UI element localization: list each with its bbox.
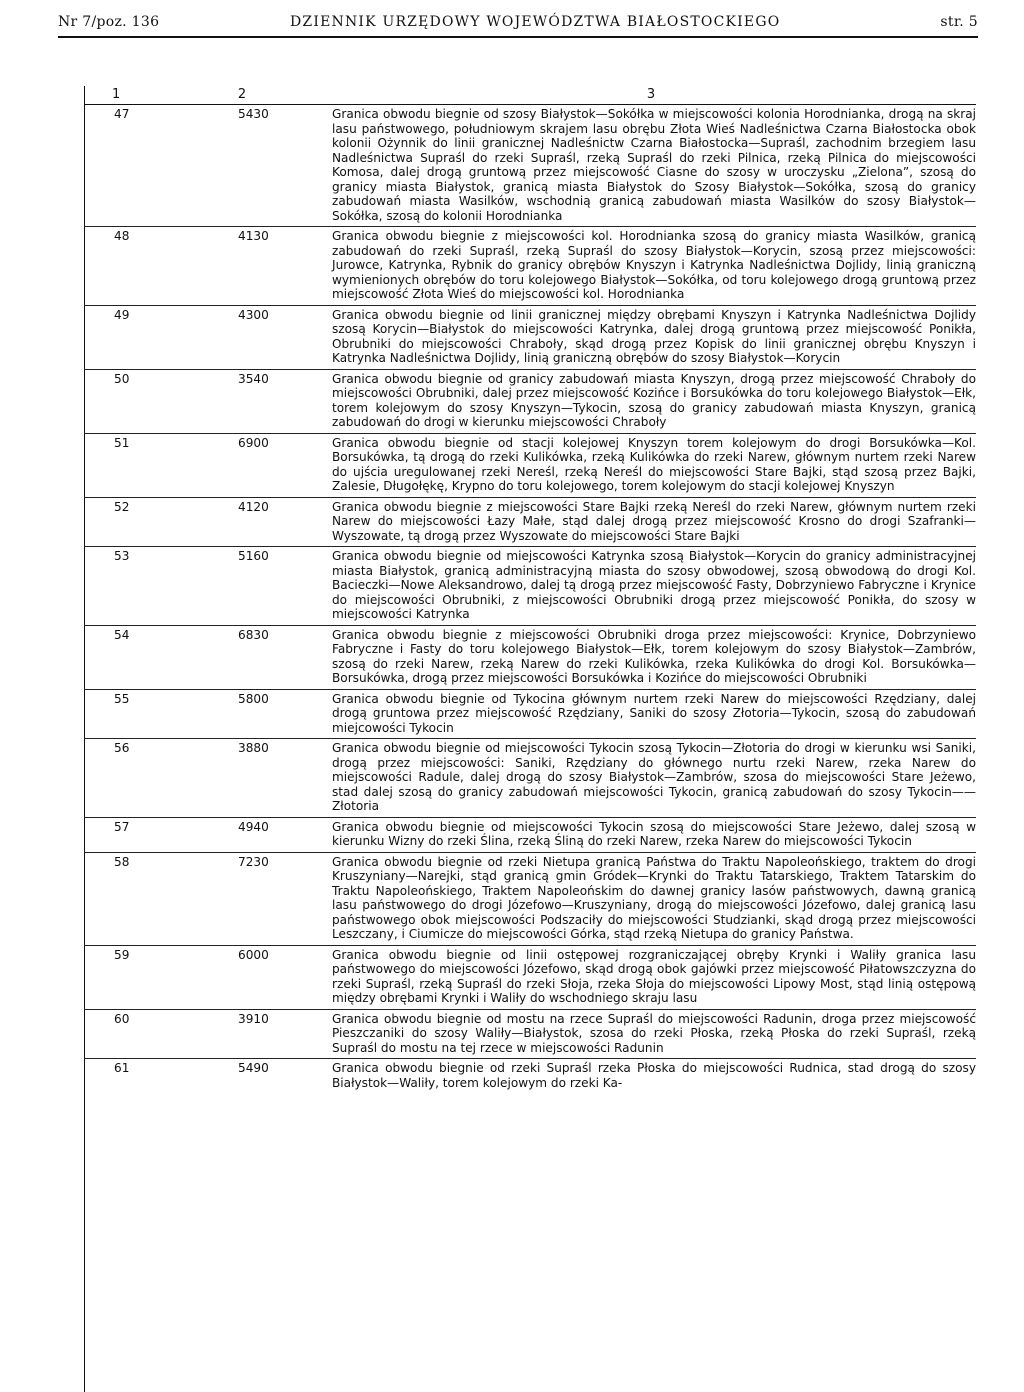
district-number: 59: [84, 945, 158, 1009]
boundary-description: Granica obwodu biegnie od miejscowości Tykocin szosą do miejscowości Stare Jeżewo, dalej szosą w kierunku Wizny do rzeki Ślina, rzeką Śliną do rzeki Narew, rzeka Narew do miejscowości Tykocin: [326, 817, 976, 852]
page-number: str. 5: [940, 14, 978, 30]
boundary-description: Granica obwodu biegnie od Tykocina głównym nurtem rzeki Narew do miejscowości Rzędziany, dalej drogą gruntowa przez miejscowość Rzędziany, Saniki do szosy Złotoria—Tykocin, szosą do zabudowań miejcowości Tykocin: [326, 689, 976, 739]
boundary-description: Granica obwodu biegnie od miejscowości Tykocin szosą Tykocin—Złotoria do drogi w kierunku wsi Saniki, drogą przez miejscowości: Saniki, Rzędziany do głównego nurtu rzeki Narew, rzeka Narew do miejscowości Radule, dalej drogą do szosy Białystok—Zambrów, szosa do miejscowości Stare Jeżewo, stad dalej szosą do granicy zabudowań miejscowości Tykocin, granicą zabudowań do szosy Tykocin——Złotoria: [326, 739, 976, 818]
district-area: 6000: [158, 945, 326, 1009]
district-area: 5490: [238, 1061, 269, 1075]
district-number: 53: [84, 547, 158, 626]
table-row: [84, 689, 976, 739]
table-row: [84, 369, 976, 433]
boundary-description: Granica obwodu biegnie z miejscowości Obrubniki droga przez miejscowości: Krynice, Dobrzyniewo Fabryczne i Fasty do toru kolejowego Białystok—Ełk, torem kolejowym do szosy Białystok—Zambrów, szosą do rzeki Narew, rzeką Narew do rzeki Kulikówka, rzeka Kulikówka do drogi Kol. Borsukówka—Borsukówka, drogą przez miejscowości Borsukówka i Kozińce do miejscowości Obrubniki: [326, 625, 976, 689]
table-row: [84, 547, 976, 626]
district-area: 3910: [158, 1009, 326, 1059]
boundary-description: Granica obwodu biegnie od mostu na rzece Supraśl do miejscowości Radunin, droga przez miejscowość Pieszczaniki do szosy Waliły—Białystok, szosa do rzeki Płoska, rzeką Płoska do rzeki Supraśl, rzeką Supraśl do mostu na tej rzece w miejscowości Radunin: [326, 1009, 976, 1059]
table-row: [84, 433, 976, 497]
district-number: 61: [114, 1061, 130, 1075]
district-number: 60: [84, 1009, 158, 1059]
table-body: [84, 105, 976, 1094]
boundary-description: Granica obwodu biegnie z miejscowości Stare Bajki rzeką Nereśl do rzeki Narew, głównym nurtem rzeki Narew do miejscowości Łazy Małe, stąd dalej drogą przez miejscowość Krosno do drogi Szafranki—Wyszowate, tą drogą przez Wyszowate do miejscowości Stare Bajki: [326, 497, 976, 547]
boundary-description: Granica obwodu biegnie z miejscowości kol. Horodnianka szosą do granicy miasta Wasilków, granicą zabudowań do rzeki Supraśl, rzeką Supraśl do szosy Białystok—Korycin, szosą przez miejscowości: Jurowce, Katrynka, Rybnik do granicy obrębów Knyszyn i Katrynka Nadleśnictwa Dojlidy, linią graniczną wymienionych obrębów do toru kolejowego Białystok—Sokółka, od toru kolejowego drogą gruntową przez miejscowość Złota Wieś do miejscowości kol. Horodnianka: [326, 227, 976, 306]
column-header-2: 2: [158, 86, 326, 105]
district-number: 50: [84, 369, 158, 433]
table-row: [84, 105, 976, 227]
district-number: 54: [84, 625, 158, 689]
header-rule: [58, 36, 978, 38]
boundary-description: Granica obwodu biegnie od stacji kolejowej Knyszyn torem kolejowym do drogi Borsukówka—Kol. Borsukówka, tą drogą do rzeki Kulikówka, rzeką Kulikówka do rzeki Narew, głównym nurtem rzeki Narew do ujścia uregulowanej rzeki Nereśl, rzeką Nereśl do miejscowości Stare Bajki, stąd szosą przez Bajki, Zalesie, Długołękę, Krypno do toru kolejowego, torem kolejowym do stacji kolejowej Knyszyn: [326, 433, 976, 497]
boundary-description: Granica obwodu biegnie od szosy Białystok—Sokółka w miejscowości kolonia Horodnianka, drogą na skraj lasu państwowego, południowym skrajem lasu obrębu Złota Wieś Nadleśnictwa Czarna Białostocka obok kolonii Ożynnik do linii granicznej Nadleśnictw Czarna Białostocka—Supraśl, zachodnim brzegiem lasu Nadleśnictwa Supraśl do rzeki Supraśl, rzeką Supraśl do rzeki Pilnica, rzeką Pilnica do miejscowości Komosa, dalej drogą gruntową przez miejscowość Ciasne do szosy w uroczysku „Zielona”, szosą do granicy miasta Białystok, granicą miasta Białystok do Szosy Białystok—Sokółka, szosą do granicy zabudowań miasta Wasilków, wschodnią granicą zabudowań miasta Wasilków do szosy Białystok—Sokółka, szosą do kolonii Horodnianka: [326, 105, 976, 227]
district-area: 6900: [158, 433, 326, 497]
district-number: 51: [84, 433, 158, 497]
district-number: 56: [84, 739, 158, 818]
district-area: 7230: [158, 852, 326, 945]
district-area: 4940: [158, 817, 326, 852]
boundary-description: Granica obwodu biegnie od granicy zabudowań miasta Knyszyn, drogą przez miejscowość Chraboły do miejscowości Obrubniki, dalej przez miejscowość Kozińce i Borsukówka do toru kolejowego Białystok—Ełk, torem kolejowym do szosy Knyszyn—Tykocin, szosą do granicy zabudowań miasta Knyszyn, granicą zabudowań do drogi w kierunku miejscowości Chraboły: [326, 369, 976, 433]
table-row: [84, 739, 976, 818]
district-area: 3880: [158, 739, 326, 818]
district-number: 52: [84, 497, 158, 547]
district-area: 6830: [158, 625, 326, 689]
district-number: 58: [84, 852, 158, 945]
table-row: [84, 305, 976, 369]
issue-number: Nr 7/poz. 136: [58, 14, 160, 30]
hunting-districts-table: [84, 86, 976, 1093]
district-area: 3540: [158, 369, 326, 433]
district-area: 4300: [158, 305, 326, 369]
district-area: 5160: [158, 547, 326, 626]
boundary-description: Granica obwodu biegnie od rzeki Nietupa granicą Państwa do Traktu Napoleońskiego, traktem do drogi Kruszyniany—Narejki, stąd granicą gmin Gródek—Krynki do Traktu Tatarskiego, Traktem Tatarskim do Traktu Napoleońskiego, Traktem Napoleońskim do dawnej granicy lasów państwowych, dawną granicą lasu państwowego do drogi Józefowo—Kruszyniany, drogą do miejscowości Józefowo, dalej granicą lasu państwowego obok miejscowości Podszaciły do miejscowości Studzianki, skąd drogą przez miejscowości Leszczany, i Ciumicze do miejscowości Górka, stąd rzeką Nietupa do granicy Państwa.: [326, 852, 976, 945]
boundary-description: Granica obwodu biegnie od linii granicznej między obrębami Knyszyn i Katrynka Nadleśnictwa Dojlidy szosą Korycin—Białystok do miejscowości Katrynka, dalej drogą gruntową przez miejscowość Ponikła, Obrubniki do miejscowości Chraboły, skąd drogą przez Kopisk do linii granicznej obrębu Knyszyn i Katrynka Nadleśnictwa Dojlidy, linią graniczną obrębów do szosy Białystok—Korycin: [326, 305, 976, 369]
table-header-row: [84, 86, 976, 105]
boundary-description: Granica obwodu biegnie od miejscowości Katrynka szosą Białystok—Korycin do granicy administracyjnej miasta Białystok, granicą administracyjną miasta do szosy obwodowej, szosą obwodową do drogi Kol. Bacieczki—Nowe Aleksandrowo, dalej tą drogą przez miejscowość Fasty, Dobrzyniewo Fabryczne i Krynice do miejscowości Obrubniki, z miejscowości Obrubniki drogą przez miejscowość Ponikła, do szosy w miejscowości Katrynka: [326, 547, 976, 626]
column-header-1: 1: [84, 86, 158, 105]
district-area: 5430: [158, 105, 326, 227]
boundary-description: Granica obwodu biegnie od linii ostępowej rozgraniczającej obręby Krynki i Waliły granica lasu państwowego do miejscowości Józefowo, skąd drogą obok gajówki przez miejscowość Piłatowszczyzna do rzeki Supraśl, rzeką Supraśl do rzeki Słoja, rzeka Słoja do miejscowości Lipowy Most, stąd linią ostępową między obrębami Krynki i Waliły do wschodniego skraju lasu: [326, 945, 976, 1009]
district-number: 47: [84, 105, 158, 227]
boundary-description: Granica obwodu biegnie od rzeki Supraśl rzeka Płoska do miejscowości Rudnica, stad drogą do szosy Białystok—Waliły, torem kolejowym do rzeki Ka-: [332, 1061, 976, 1090]
district-area: 4120: [158, 497, 326, 547]
table-row: [84, 227, 976, 306]
district-number: 48: [84, 227, 158, 306]
table-row: [84, 817, 976, 852]
district-area: 4130: [158, 227, 326, 306]
district-area: 5800: [158, 689, 326, 739]
district-number: 55: [84, 689, 158, 739]
journal-title: DZIENNIK URZĘDOWY WOJEWÓDZTWA BIAŁOSTOCKIEGO: [290, 14, 781, 30]
table-row: [84, 1009, 976, 1059]
district-number: 57: [84, 817, 158, 852]
table-row: [84, 852, 976, 945]
table-row: [84, 625, 976, 689]
table-row: [84, 1059, 976, 1094]
table-row: [84, 497, 976, 547]
column-header-3: 3: [326, 86, 976, 105]
table-row: [84, 945, 976, 1009]
district-number: 49: [84, 305, 158, 369]
